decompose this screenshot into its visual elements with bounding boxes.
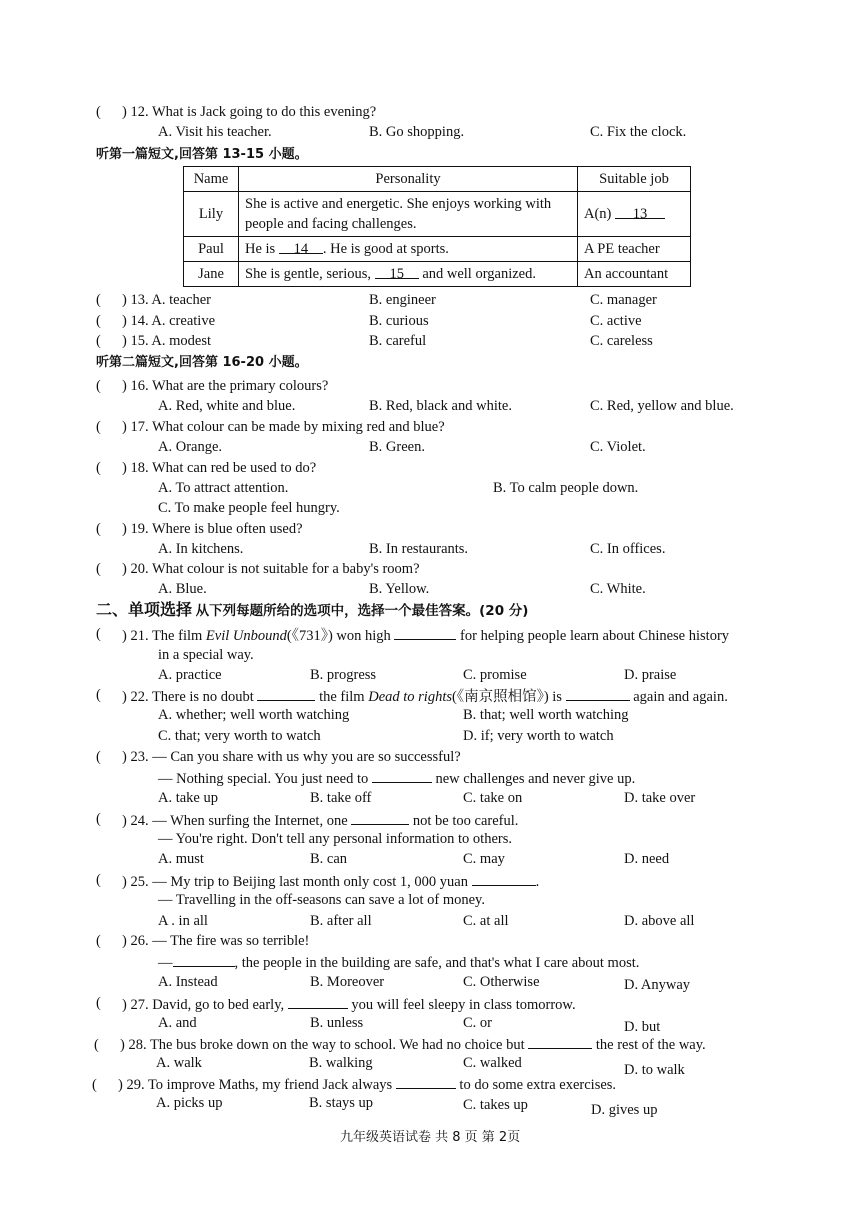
q25-text: . — [535, 874, 540, 890]
q29-option-b: B. stays up — [309, 1095, 374, 1111]
q26-option-c: C. Otherwise — [463, 974, 540, 990]
q25-option-a: A . in all — [158, 913, 208, 929]
q23-option-a: A. take up — [158, 790, 218, 806]
answer-paren[interactable]: ( — [96, 333, 101, 349]
q24-text: ) 24. — When surfing the Internet, one — [122, 813, 348, 829]
q20-option-b: B. Yellow. — [369, 581, 430, 597]
q15-option-c: C. careless — [590, 333, 653, 349]
q21-film-title: Evil Unbound — [205, 628, 287, 644]
q18-option-a: A. To attract attention. — [158, 480, 289, 496]
question-19-stem: ) 19. Where is blue often used? — [122, 521, 303, 537]
q16-option-b: B. Red, black and white. — [369, 398, 512, 414]
q22-option-b: B. that; well worth watching — [463, 707, 629, 723]
page-footer: 九年级英语试卷 共 8 页 第 2页 — [340, 1130, 521, 1145]
answer-paren[interactable]: ( — [96, 749, 101, 765]
q21-option-c: C. promise — [463, 667, 527, 683]
table-cell-job: A PE teacher — [578, 237, 691, 262]
q27-option-c: C. or — [463, 1015, 492, 1031]
personality-prefix: She is gentle, serious, — [245, 266, 372, 282]
q14-option-c: C. active — [590, 313, 642, 329]
q29-text: to do some extra exercises. — [459, 1077, 617, 1093]
table-cell-name: Lily — [184, 192, 239, 237]
q13-option-c: C. manager — [590, 292, 657, 308]
q28-option-b: B. walking — [309, 1055, 373, 1071]
q13-option-b: B. engineer — [369, 292, 436, 308]
answer-blank-13[interactable]: 13 — [615, 204, 665, 219]
question-21-stem — [122, 625, 729, 645]
question-17-stem: ) 17. What colour can be made by mixing red and blue? — [122, 419, 445, 435]
q28-option-c: C. walked — [463, 1055, 522, 1071]
answer-blank[interactable] — [288, 994, 348, 1009]
q12-option-a: A. Visit his teacher. — [158, 124, 272, 140]
q29-text: ) 29. To improve Maths, my friend Jack always — [118, 1077, 393, 1093]
answer-paren[interactable]: ( — [96, 292, 101, 308]
q21-text: (《731》) won high — [286, 628, 391, 644]
answer-paren[interactable]: ( — [96, 872, 101, 888]
personality-prefix: He is — [245, 241, 276, 257]
answer-paren[interactable]: ( — [94, 1037, 99, 1053]
answer-paren[interactable]: ( — [96, 521, 101, 537]
answer-blank[interactable] — [173, 952, 235, 967]
table-header-name: Name — [184, 167, 239, 192]
q17-option-a: A. Orange. — [158, 439, 223, 455]
question-23-stem: ) 23. — Can you share with us why you are so successful? — [122, 749, 461, 765]
answer-blank-15[interactable]: 15 — [375, 264, 419, 279]
q15-option-b: B. careful — [369, 333, 427, 349]
table-cell-personality — [239, 262, 578, 287]
q28-option-a: A. walk — [156, 1055, 202, 1071]
answer-blank[interactable] — [372, 768, 432, 783]
q21-text: ) 21. The film — [122, 628, 206, 644]
q22-text: ) 22. There is no doubt — [122, 689, 254, 705]
q24-option-b: B. can — [310, 851, 348, 867]
q22-film-title: Dead to rights — [368, 689, 452, 705]
q18-option-b: B. To calm people down. — [493, 480, 639, 496]
question-21-continuation: in a special way. — [158, 647, 254, 663]
q20-option-a: A. Blue. — [158, 581, 207, 597]
q21-option-d: D. praise — [624, 667, 677, 683]
q14-option-b: B. curious — [369, 313, 429, 329]
question-25-stem — [122, 871, 539, 891]
q26-option-a: A. Instead — [158, 974, 218, 990]
q24-option-d: D. need — [624, 851, 670, 867]
table-header-personality: Personality — [239, 167, 578, 192]
passage2-instruction: 听第二篇短文,回答第 16-20 小题。 — [96, 355, 308, 370]
table-cell-personality: She is active and energetic. She enjoys working with people and facing challenges. — [239, 192, 578, 237]
table-cell-name: Paul — [184, 237, 239, 262]
q25-option-d: D. above all — [624, 913, 695, 929]
question-26-stem: ) 26. — The fire was so terrible! — [122, 933, 310, 949]
q24-option-a: A. must — [158, 851, 204, 867]
answer-blank[interactable] — [566, 686, 630, 701]
q24-text: not be too careful. — [412, 813, 519, 829]
personality-suffix: . He is good at sports. — [322, 241, 449, 257]
q21-text: for helping people learn about Chinese history — [460, 628, 730, 644]
q22-text: again and again. — [633, 689, 728, 705]
question-24-stem — [122, 810, 518, 830]
q23-text: — Nothing special. You just need to — [158, 771, 369, 787]
q20-option-c: C. White. — [590, 581, 646, 597]
question-22-stem — [122, 686, 728, 706]
answer-paren[interactable]: ( — [92, 1077, 97, 1093]
q17-option-c: C. Violet. — [590, 439, 646, 455]
question-28-stem — [120, 1034, 706, 1054]
q22-option-c: C. that; very worth to watch — [158, 728, 321, 744]
question-14: ) 14. A. creative — [122, 313, 216, 329]
q19-option-a: A. In kitchens. — [158, 541, 244, 557]
q12-option-b: B. Go shopping. — [369, 124, 465, 140]
table-cell-job: An accountant — [578, 262, 691, 287]
section2-header — [96, 601, 528, 620]
table-cell-personality — [239, 237, 578, 262]
answer-paren[interactable]: ( — [96, 561, 101, 577]
question-16-stem: ) 16. What are the primary colours? — [122, 378, 329, 394]
q19-option-b: B. In restaurants. — [369, 541, 469, 557]
question-15: ) 15. A. modest — [122, 333, 212, 349]
answer-paren[interactable]: ( — [96, 104, 101, 120]
q27-option-b: B. unless — [310, 1015, 364, 1031]
q25-option-b: B. after all — [310, 913, 372, 929]
q22-option-d: D. if; very worth to watch — [463, 728, 614, 744]
answer-paren[interactable]: ( — [96, 811, 101, 827]
q16-option-c: C. Red, yellow and blue. — [590, 398, 734, 414]
q28-option-d: D. to walk — [624, 1062, 685, 1078]
answer-paren[interactable]: ( — [96, 687, 101, 703]
q29-option-c: C. takes up — [463, 1097, 528, 1113]
answer-blank-14[interactable]: 14 — [279, 239, 323, 254]
q23-option-c: C. take on — [463, 790, 523, 806]
answer-blank[interactable] — [394, 625, 456, 640]
q22-text: (《南京照相馆》) is — [452, 689, 562, 705]
q26-option-d: D. Anyway — [624, 977, 691, 993]
q22-text: the film — [319, 689, 369, 705]
passage1-instruction: 听第一篇短文,回答第 13-15 小题。 — [96, 147, 308, 162]
q22-option-a: A. whether; well worth watching — [158, 707, 350, 723]
answer-paren[interactable]: ( — [96, 419, 101, 435]
q12-option-c: C. Fix the clock. — [590, 124, 687, 140]
question-20-stem: ) 20. What colour is not suitable for a baby's room? — [122, 561, 420, 577]
section2-title: 二、单项选择 — [96, 600, 193, 619]
answer-paren[interactable]: ( — [96, 626, 101, 642]
question-18-stem: ) 18. What can red be used to do? — [122, 460, 317, 476]
answer-blank[interactable] — [528, 1034, 592, 1049]
question-29-stem — [118, 1074, 616, 1094]
q25-option-c: C. at all — [463, 913, 509, 929]
question-27-stem — [122, 994, 576, 1014]
answer-blank[interactable] — [396, 1074, 456, 1089]
question-12-stem: ) 12. What is Jack going to do this evening? — [122, 104, 377, 120]
answer-paren[interactable]: ( — [96, 460, 101, 476]
q19-option-c: C. In offices. — [590, 541, 666, 557]
q27-text: you will feel sleepy in class tomorrow. — [351, 997, 576, 1013]
table-cell-job — [578, 192, 691, 237]
q26-text: , the people in the building are safe, and that's what I care about most. — [234, 955, 640, 971]
question-23-reply — [158, 768, 635, 788]
personality-suffix: and well organized. — [422, 266, 536, 282]
q25-text: ) 25. — My trip to Beijing last month only cost 1, 000 yuan — [122, 874, 468, 890]
answer-blank[interactable] — [472, 871, 536, 886]
personality-table — [183, 166, 691, 287]
q23-option-d: D. take over — [624, 790, 696, 806]
q29-option-d: D. gives up — [591, 1102, 658, 1118]
q18-option-c: C. To make people feel hungry. — [158, 500, 340, 516]
answer-paren[interactable]: ( — [96, 995, 101, 1011]
table-cell-name: Jane — [184, 262, 239, 287]
q21-option-b: B. progress — [310, 667, 377, 683]
q27-option-a: A. and — [158, 1015, 197, 1031]
q23-text: new challenges and never give up. — [435, 771, 636, 787]
q24-option-c: C. may — [463, 851, 505, 867]
q27-option-d: D. but — [624, 1019, 661, 1035]
answer-paren[interactable]: ( — [96, 378, 101, 394]
answer-blank[interactable] — [351, 810, 409, 825]
question-13: ) 13. A. teacher — [122, 292, 211, 308]
question-26-reply — [158, 952, 639, 972]
answer-blank[interactable] — [257, 686, 315, 701]
q26-option-b: B. Moreover — [310, 974, 385, 990]
q21-option-a: A. practice — [158, 667, 222, 683]
q28-text: ) 28. The bus broke down on the way to school. We had no choice but — [120, 1037, 525, 1053]
q28-text: the rest of the way. — [595, 1037, 706, 1053]
q27-text: ) 27. David, go to bed early, — [122, 997, 285, 1013]
answer-paren[interactable]: ( — [96, 313, 101, 329]
question-24-reply: — You're right. Don't tell any personal information to others. — [158, 831, 512, 847]
answer-paren[interactable]: ( — [96, 933, 101, 949]
q16-option-a: A. Red, white and blue. — [158, 398, 296, 414]
q17-option-b: B. Green. — [369, 439, 425, 455]
q23-option-b: B. take off — [310, 790, 372, 806]
question-25-reply: — Travelling in the off-seasons can save a lot of money. — [158, 892, 485, 908]
table-header-job: Suitable job — [578, 167, 691, 192]
q26-text: — — [158, 955, 173, 971]
q29-option-a: A. picks up — [156, 1095, 223, 1111]
section2-instruction: 从下列每题所给的选项中，选择一个最佳答案。(20 分) — [195, 603, 529, 619]
job-prefix: A(n) — [584, 206, 612, 222]
